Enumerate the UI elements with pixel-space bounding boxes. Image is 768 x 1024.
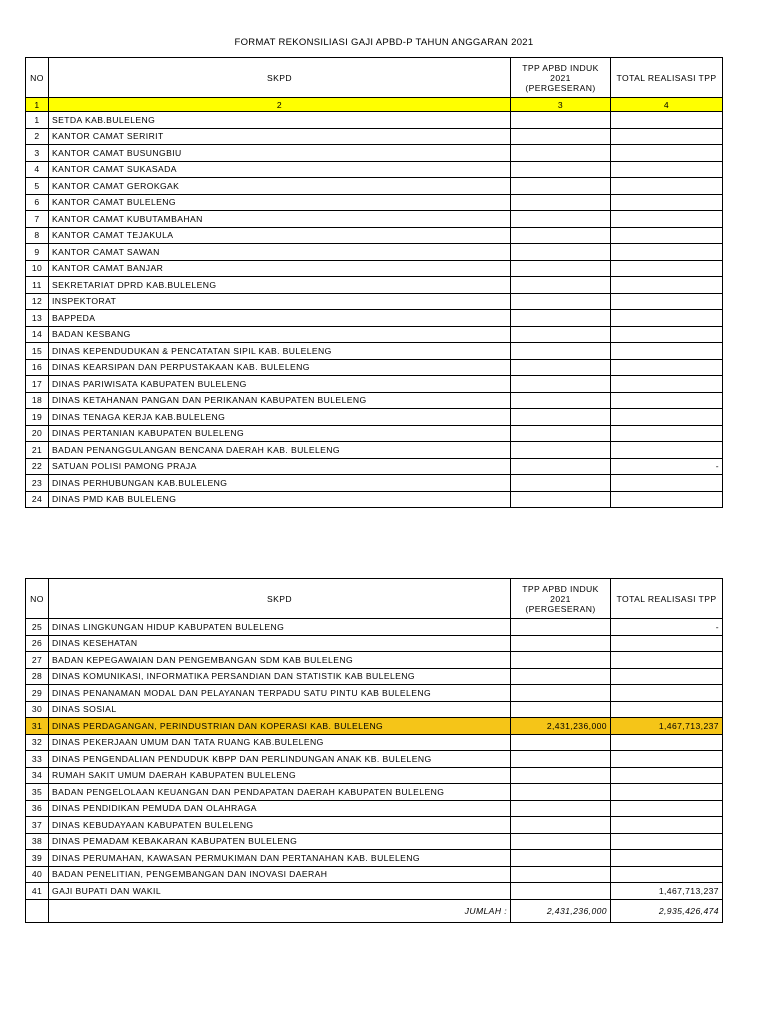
row-realisasi (611, 227, 723, 244)
row-no: 27 (26, 652, 49, 669)
row-tpp (511, 784, 611, 801)
table-row (26, 277, 723, 294)
row-skpd: DINAS PERDAGANGAN, PERINDUSTRIAN DAN KOPERASI KAB. BULELENG (49, 718, 511, 735)
row-realisasi (611, 685, 723, 702)
table-row (26, 475, 723, 492)
header-total-realisasi: TOTAL REALISASI TPP (611, 579, 723, 619)
row-realisasi (611, 800, 723, 817)
row-skpd: INSPEKTORAT (49, 293, 511, 310)
row-no: 1 (26, 112, 49, 129)
row-tpp (511, 652, 611, 669)
row-tpp (511, 359, 611, 376)
row-realisasi (611, 701, 723, 718)
header-no: NO (26, 579, 49, 619)
row-realisasi (611, 244, 723, 261)
table-row (26, 425, 723, 442)
row-tpp (511, 392, 611, 409)
row-no: 29 (26, 685, 49, 702)
table-row (26, 112, 723, 129)
row-no: 13 (26, 310, 49, 327)
row-no: 24 (26, 491, 49, 508)
total-no-cell (26, 899, 49, 922)
row-realisasi (611, 392, 723, 409)
table-row (26, 310, 723, 327)
row-realisasi (611, 112, 723, 129)
row-tpp: 2,431,236,000 (511, 718, 611, 735)
row-tpp (511, 178, 611, 195)
row-no: 15 (26, 343, 49, 360)
row-realisasi (611, 850, 723, 867)
row-skpd: KANTOR CAMAT BUSUNGBIU (49, 145, 511, 162)
row-realisasi: - (611, 619, 723, 636)
table-row (26, 161, 723, 178)
row-realisasi (611, 178, 723, 195)
row-no: 10 (26, 260, 49, 277)
row-no: 21 (26, 442, 49, 459)
header-skpd: SKPD (49, 579, 511, 619)
row-tpp (511, 635, 611, 652)
table-row (26, 734, 723, 751)
row-realisasi (611, 635, 723, 652)
row-no: 41 (26, 883, 49, 900)
row-no: 34 (26, 767, 49, 784)
row-realisasi (611, 784, 723, 801)
table-row (26, 293, 723, 310)
table-row (26, 850, 723, 867)
row-no: 26 (26, 635, 49, 652)
row-no: 3 (26, 145, 49, 162)
row-skpd: KANTOR CAMAT TEJAKULA (49, 227, 511, 244)
row-no: 12 (26, 293, 49, 310)
row-skpd: BADAN KESBANG (49, 326, 511, 343)
row-tpp (511, 800, 611, 817)
row-tpp (511, 767, 611, 784)
row-realisasi (611, 475, 723, 492)
reconciliation-table-part-2 (25, 578, 723, 923)
column-index-row (26, 98, 723, 112)
row-skpd: BADAN PENANGGULANGAN BENCANA DAERAH KAB. BULELENG (49, 442, 511, 459)
column-index-cell: 1 (26, 98, 49, 112)
row-tpp (511, 442, 611, 459)
row-tpp (511, 734, 611, 751)
row-tpp (511, 668, 611, 685)
row-skpd: DINAS KOMUNIKASI, INFORMATIKA PERSANDIAN DAN STATISTIK KAB BULELENG (49, 668, 511, 685)
row-skpd: DINAS KESEHATAN (49, 635, 511, 652)
table-row (26, 701, 723, 718)
row-tpp (511, 619, 611, 636)
row-skpd: DINAS PENDIDIKAN PEMUDA DAN OLAHRAGA (49, 800, 511, 817)
row-realisasi (611, 310, 723, 327)
row-skpd: BADAN PENELITIAN, PENGEMBANGAN DAN INOVASI DAERAH (49, 866, 511, 883)
row-tpp (511, 112, 611, 129)
row-skpd: BADAN KEPEGAWAIAN DAN PENGEMBANGAN SDM KAB BULELENG (49, 652, 511, 669)
table-row (26, 458, 723, 475)
reconciliation-table-part-1 (25, 57, 723, 508)
table-row (26, 227, 723, 244)
row-skpd: DINAS PEMADAM KEBAKARAN KABUPATEN BULELENG (49, 833, 511, 850)
row-no: 22 (26, 458, 49, 475)
table-row (26, 244, 723, 261)
table-row (26, 817, 723, 834)
row-tpp (511, 376, 611, 393)
row-realisasi: - (611, 458, 723, 475)
row-no: 7 (26, 211, 49, 228)
header-row (26, 58, 723, 98)
row-skpd: KANTOR CAMAT SAWAN (49, 244, 511, 261)
row-realisasi (611, 652, 723, 669)
row-no: 36 (26, 800, 49, 817)
row-tpp (511, 128, 611, 145)
row-realisasi (611, 260, 723, 277)
row-tpp (511, 343, 611, 360)
table-row (26, 718, 723, 735)
row-realisasi (611, 161, 723, 178)
row-no: 19 (26, 409, 49, 426)
row-no: 9 (26, 244, 49, 261)
total-row (26, 899, 723, 922)
row-skpd: KANTOR CAMAT SERIRIT (49, 128, 511, 145)
row-skpd: SEKRETARIAT DPRD KAB.BULELENG (49, 277, 511, 294)
row-realisasi (611, 668, 723, 685)
row-no: 8 (26, 227, 49, 244)
row-realisasi (611, 326, 723, 343)
row-no: 28 (26, 668, 49, 685)
table-row (26, 491, 723, 508)
row-skpd: KANTOR CAMAT SUKASADA (49, 161, 511, 178)
row-no: 16 (26, 359, 49, 376)
row-no: 5 (26, 178, 49, 195)
table-row (26, 260, 723, 277)
row-skpd: DINAS KEBUDAYAAN KABUPATEN BULELENG (49, 817, 511, 834)
row-no: 6 (26, 194, 49, 211)
row-skpd: BADAN PENGELOLAAN KEUANGAN DAN PENDAPATAN DAERAH KABUPATEN BULELENG (49, 784, 511, 801)
header-total-realisasi: TOTAL REALISASI TPP (611, 58, 723, 98)
row-skpd: GAJI BUPATI DAN WAKIL (49, 883, 511, 900)
row-no: 23 (26, 475, 49, 492)
row-realisasi (611, 442, 723, 459)
row-skpd: DINAS PERHUBUNGAN KAB.BULELENG (49, 475, 511, 492)
row-realisasi (611, 425, 723, 442)
row-no: 40 (26, 866, 49, 883)
row-tpp (511, 194, 611, 211)
row-tpp (511, 817, 611, 834)
table-row (26, 685, 723, 702)
row-no: 35 (26, 784, 49, 801)
header-no: NO (26, 58, 49, 98)
row-tpp (511, 883, 611, 900)
column-index-cell: 4 (611, 98, 723, 112)
row-no: 18 (26, 392, 49, 409)
table-row (26, 326, 723, 343)
total-realisasi: 2,935,426,474 (611, 899, 723, 922)
table-row (26, 409, 723, 426)
row-skpd: SETDA KAB.BULELENG (49, 112, 511, 129)
total-label: JUMLAH : (49, 899, 511, 922)
row-skpd: KANTOR CAMAT BULELENG (49, 194, 511, 211)
document-title: FORMAT REKONSILIASI GAJI APBD-P TAHUN ANGGARAN 2021 (234, 37, 534, 48)
header-tpp-apbd-induk: TPP APBD INDUK 2021 (PERGESERAN) (511, 58, 611, 98)
column-index-cell: 2 (49, 98, 511, 112)
table-row (26, 767, 723, 784)
row-no: 37 (26, 817, 49, 834)
row-realisasi (611, 817, 723, 834)
row-tpp (511, 458, 611, 475)
row-no: 31 (26, 718, 49, 735)
header-tpp-apbd-induk: TPP APBD INDUK 2021 (PERGESERAN) (511, 579, 611, 619)
table-row (26, 883, 723, 900)
row-no: 32 (26, 734, 49, 751)
row-tpp (511, 833, 611, 850)
header-row (26, 579, 723, 619)
row-no: 11 (26, 277, 49, 294)
row-realisasi (611, 734, 723, 751)
table-row (26, 392, 723, 409)
row-no: 17 (26, 376, 49, 393)
row-realisasi (611, 491, 723, 508)
row-tpp (511, 475, 611, 492)
row-realisasi (611, 866, 723, 883)
row-skpd: DINAS PERTANIAN KABUPATEN BULELENG (49, 425, 511, 442)
row-tpp (511, 227, 611, 244)
table-row (26, 619, 723, 636)
row-tpp (511, 211, 611, 228)
row-skpd: DINAS KEPENDUDUKAN & PENCATATAN SIPIL KAB. BULELENG (49, 343, 511, 360)
table-row (26, 635, 723, 652)
row-skpd: DINAS KETAHANAN PANGAN DAN PERIKANAN KABUPATEN BULELENG (49, 392, 511, 409)
row-tpp (511, 425, 611, 442)
table-row (26, 376, 723, 393)
table-row (26, 194, 723, 211)
table-row (26, 800, 723, 817)
row-no: 4 (26, 161, 49, 178)
row-no: 20 (26, 425, 49, 442)
table-row (26, 359, 723, 376)
row-skpd: DINAS LINGKUNGAN HIDUP KABUPATEN BULELENG (49, 619, 511, 636)
table-row (26, 442, 723, 459)
row-tpp (511, 751, 611, 768)
row-tpp (511, 866, 611, 883)
table-row (26, 784, 723, 801)
row-skpd: DINAS PENANAMAN MODAL DAN PELAYANAN TERPADU SATU PINTU KAB BULELENG (49, 685, 511, 702)
row-skpd: DINAS KEARSIPAN DAN PERPUSTAKAAN KAB. BULELENG (49, 359, 511, 376)
row-tpp (511, 850, 611, 867)
row-tpp (511, 145, 611, 162)
table-row (26, 751, 723, 768)
row-no: 14 (26, 326, 49, 343)
row-skpd: DINAS PARIWISATA KABUPATEN BULELENG (49, 376, 511, 393)
table-row (26, 652, 723, 669)
row-skpd: SATUAN POLISI PAMONG PRAJA (49, 458, 511, 475)
table-row (26, 128, 723, 145)
row-realisasi: 1,467,713,237 (611, 718, 723, 735)
table-row (26, 833, 723, 850)
row-tpp (511, 244, 611, 261)
row-tpp (511, 161, 611, 178)
row-realisasi (611, 293, 723, 310)
row-realisasi (611, 409, 723, 426)
header-skpd: SKPD (49, 58, 511, 98)
row-skpd: DINAS SOSIAL (49, 701, 511, 718)
row-skpd: DINAS PERUMAHAN, KAWASAN PERMUKIMAN DAN PERTANAHAN KAB. BULELENG (49, 850, 511, 867)
row-skpd: KANTOR CAMAT BANJAR (49, 260, 511, 277)
row-skpd: DINAS TENAGA KERJA KAB.BULELENG (49, 409, 511, 426)
table-row (26, 211, 723, 228)
table-row (26, 145, 723, 162)
row-tpp (511, 260, 611, 277)
table-row (26, 668, 723, 685)
row-realisasi (611, 751, 723, 768)
row-no: 33 (26, 751, 49, 768)
row-skpd: KANTOR CAMAT GEROKGAK (49, 178, 511, 195)
row-tpp (511, 491, 611, 508)
row-realisasi (611, 767, 723, 784)
row-realisasi: 1,467,713,237 (611, 883, 723, 900)
row-realisasi (611, 376, 723, 393)
row-realisasi (611, 194, 723, 211)
row-tpp (511, 701, 611, 718)
row-realisasi (611, 128, 723, 145)
row-realisasi (611, 359, 723, 376)
row-realisasi (611, 145, 723, 162)
table-row (26, 178, 723, 195)
row-no: 38 (26, 833, 49, 850)
row-skpd: RUMAH SAKIT UMUM DAERAH KABUPATEN BULELENG (49, 767, 511, 784)
total-tpp: 2,431,236,000 (511, 899, 611, 922)
row-tpp (511, 310, 611, 327)
table-row (26, 343, 723, 360)
column-index-cell: 3 (511, 98, 611, 112)
row-tpp (511, 326, 611, 343)
row-realisasi (611, 211, 723, 228)
row-skpd: DINAS PEKERJAAN UMUM DAN TATA RUANG KAB.BULELENG (49, 734, 511, 751)
row-realisasi (611, 833, 723, 850)
row-no: 30 (26, 701, 49, 718)
row-tpp (511, 409, 611, 426)
row-skpd: DINAS PMD KAB BULELENG (49, 491, 511, 508)
row-realisasi (611, 277, 723, 294)
table-row (26, 866, 723, 883)
row-skpd: BAPPEDA (49, 310, 511, 327)
row-tpp (511, 277, 611, 294)
row-skpd: DINAS PENGENDALIAN PENDUDUK KBPP DAN PERLINDUNGAN ANAK KB. BULELENG (49, 751, 511, 768)
row-skpd: KANTOR CAMAT KUBUTAMBAHAN (49, 211, 511, 228)
row-no: 25 (26, 619, 49, 636)
row-realisasi (611, 343, 723, 360)
row-no: 2 (26, 128, 49, 145)
row-tpp (511, 685, 611, 702)
row-no: 39 (26, 850, 49, 867)
row-tpp (511, 293, 611, 310)
